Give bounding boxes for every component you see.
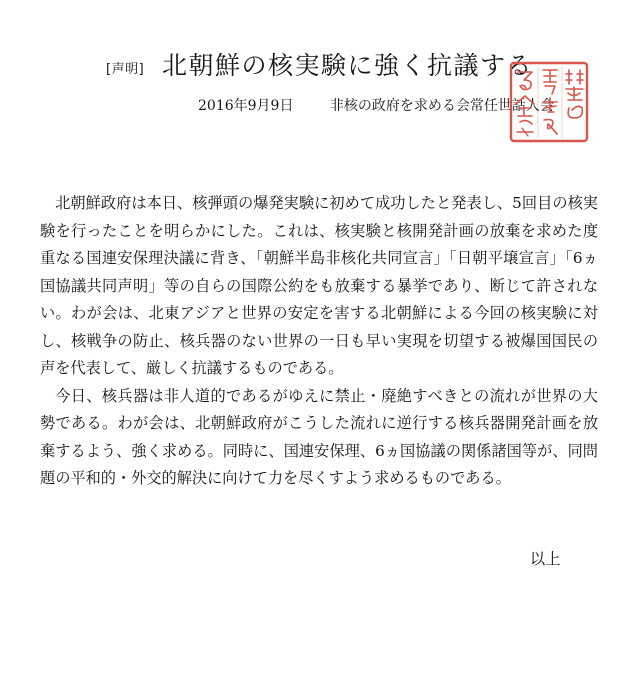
body-paragraph-1: 北朝鮮政府は本日、核弾頭の爆発実験に初めて成功したと発表し、5回目の核実験を行ったことを明らかにした。これは、核実験と核開発計画の放棄を求めた度重なる国連安保理決議に背き、「朝鮮半島非核化共同宣言」「日朝平壌宣言」「6ヵ国協議共同声明」等の自らの国際公約をも放棄する暴挙であり、断じて許されない。わが会は、北東アジアと世界の安定を害する北朝鮮による今回の核実験に対し、核戦争の防止、核兵器のない世界の一日も早い実現を切望する被爆国国民の声を代表して、厳しく抗議するものである。 — [40, 194, 598, 377]
closing-text: 以上 — [530, 550, 561, 568]
organization-name: 非核の政府を求める会常任世話人会 — [329, 98, 554, 114]
statement-body — [40, 190, 598, 493]
statement-tag: [声明] — [106, 62, 145, 77]
body-paragraph-2: 今日、核兵器は非人道的であるがゆえに禁止・廃絶すべきとの流れが世界の大勢である。わが会は、北朝鮮政府がこうした流れに逆行する核兵器開発計画を放棄するよう、強く求める。同時に、国連安保理、6ヵ国協議の関係諸国等が、同問題の平和的・外交的解決に向けて力を尽くすよう求めるものである。 — [40, 386, 598, 487]
dateline — [198, 95, 554, 115]
statement-date: 2016年9月9日 — [198, 98, 294, 114]
page-title: 北朝鮮の核実験に強く抗議する — [162, 51, 534, 80]
organization-seal-stamp — [508, 60, 590, 144]
